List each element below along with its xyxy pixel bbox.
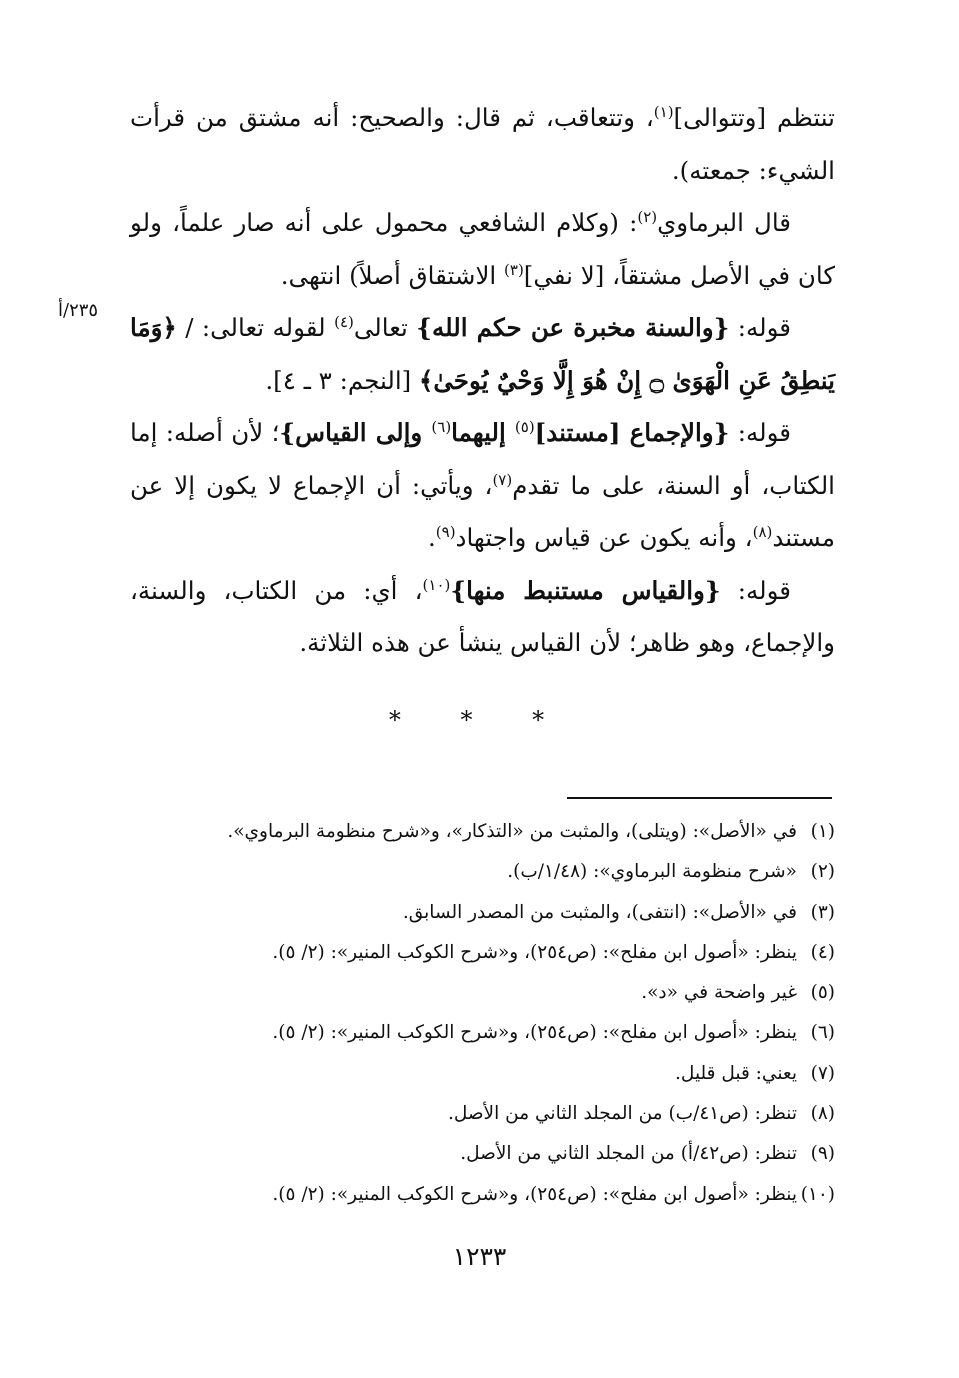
footnote-item — [130, 1054, 835, 1094]
footnote-text: ينظر: «أصول ابن مفلح»: (ص٢٥٤)، و«شرح الكوكب المنير»: (٢/ ٥). — [272, 941, 797, 963]
paragraph — [130, 302, 835, 407]
section-separator: * * * — [388, 706, 571, 734]
footnote-item — [130, 933, 835, 973]
footnote-number: (٩) — [810, 1143, 835, 1165]
text-run: ، ويأتي: أن الإجماع لا يكون إلا عن مستند — [130, 470, 835, 552]
footnote-marker: (٣) — [504, 260, 524, 279]
footnote-number: (٥) — [810, 982, 835, 1004]
text-run: الاشتقاق أصلاً) انتهى. — [280, 260, 505, 290]
footnote-item — [130, 973, 835, 1013]
text-run: ، أي: من الكتاب، والسنة، والإجماع، وهو ظاهر؛ لأن القياس ينشأ عن هذه الثلاثة. — [130, 575, 835, 657]
quoted-text: {والقياس مستنبط منها} — [450, 575, 721, 605]
text-run: . — [427, 523, 436, 552]
footnote-number: (١٠) — [800, 1183, 835, 1205]
main-text — [130, 92, 835, 670]
footnote-marker: (٥) — [514, 417, 535, 436]
manuscript-folio-marker: ٢٣٥/أ — [58, 300, 99, 321]
quoted-text: {والسنة مخبرة عن حكم الله} — [416, 313, 730, 342]
quoted-text: وإلى القياس} — [279, 418, 432, 447]
footnote-item — [130, 1134, 835, 1174]
text-run: : (وكلام الشافعي محمول على أنه صار علماً، ولو كان في الأصل مشتقاً، [لا نفي] — [130, 208, 835, 290]
text-run: [النجم: ٣ ـ ٤]. — [265, 365, 420, 395]
footnote-item — [130, 1175, 835, 1215]
footnote-item — [130, 1094, 835, 1134]
footnote-marker: (٧) — [492, 470, 513, 489]
text-run: قوله: — [720, 575, 791, 605]
quoted-text: ﴿وَمَا يَنطِقُ عَنِ الْهَوَىٰ ۝ إِنْ هُوَ إِلَّا وَحْيٌ يُوحَىٰ﴾ — [130, 313, 835, 395]
text-run: ؛ لأن أصله: إما الكتاب، أو السنة، على ما تقدم — [130, 418, 835, 500]
footnote-marker: (١٠) — [422, 575, 451, 594]
footnote-text: ينظر: «أصول ابن مفلح»: (ص٢٥٤)، و«شرح الكوكب المنير»: (٢/ ٥). — [272, 1022, 797, 1044]
quoted-text: {والإجماع [مستند] — [534, 418, 730, 447]
text-run: قوله: — [729, 418, 791, 447]
footnote-marker: (١) — [653, 102, 674, 121]
page-number: ١٢٣٣ — [452, 1242, 507, 1271]
footnote-divider — [567, 797, 832, 799]
footnote-number: (٧) — [810, 1062, 835, 1084]
paragraph — [130, 92, 835, 197]
text-run: تنتظم [وتتوالى] — [673, 103, 835, 132]
text-run: ، وأنه يكون عن قياس واجتهاد — [455, 523, 753, 552]
footnote-item — [130, 1013, 835, 1053]
paragraph — [130, 565, 835, 670]
paragraph — [130, 197, 835, 302]
footnote-item — [130, 812, 835, 852]
footnote-text: تنظر: (ص٤١/ب) من المجلد الثاني من الأصل. — [447, 1103, 797, 1125]
text-run: تعالى — [353, 313, 417, 342]
footnote-marker: (٩) — [435, 522, 456, 541]
footnote-item — [130, 852, 835, 892]
footnote-number: (٣) — [810, 901, 835, 923]
footnote-text: ينظر: «أصول ابن مفلح»: (ص٢٥٤)، و«شرح الكوكب المنير»: (٢/ ٥). — [272, 1183, 797, 1205]
footnote-number: (٦) — [810, 1022, 835, 1044]
footnote-item — [130, 893, 835, 933]
footnote-number: (١) — [810, 821, 835, 842]
footnote-text: تنظر: (ص٤٢/أ) من المجلد الثاني من الأصل. — [460, 1143, 797, 1165]
footnote-marker: (٤) — [334, 312, 354, 331]
footnote-marker: (٦) — [431, 417, 452, 436]
footnote-number: (٢) — [810, 861, 835, 883]
footnotes — [130, 812, 835, 1215]
text-run: لقوله تعالى: / — [176, 313, 335, 342]
quoted-text: إليهما — [451, 418, 515, 447]
footnote-text: يعني: قبل قليل. — [675, 1062, 797, 1084]
footnote-text: في «الأصل»: (ويتلى)، والمثبت من «التذكار»، و«شرح منظومة البرماوي». — [227, 821, 797, 842]
footnote-number: (٨) — [810, 1103, 835, 1125]
footnote-text: «شرح منظومة البرماوي»: (١/٤٨/ب). — [507, 861, 797, 883]
text-run: قال البرماوي — [657, 208, 791, 237]
footnote-text: في «الأصل»: (انتفى)، والمثبت من المصدر السابق. — [402, 901, 797, 923]
paragraph — [130, 407, 835, 565]
footnote-marker: (٢) — [637, 207, 658, 226]
footnote-text: غير واضحة في «د». — [641, 982, 797, 1004]
text-run: ، وتتعاقب، ثم قال: والصحيح: أنه مشتق من قرأت الشيء: جمعته). — [130, 103, 835, 185]
footnote-number: (٤) — [810, 941, 835, 963]
text-run: قوله: — [729, 313, 791, 342]
footnote-marker: (٨) — [752, 522, 773, 541]
